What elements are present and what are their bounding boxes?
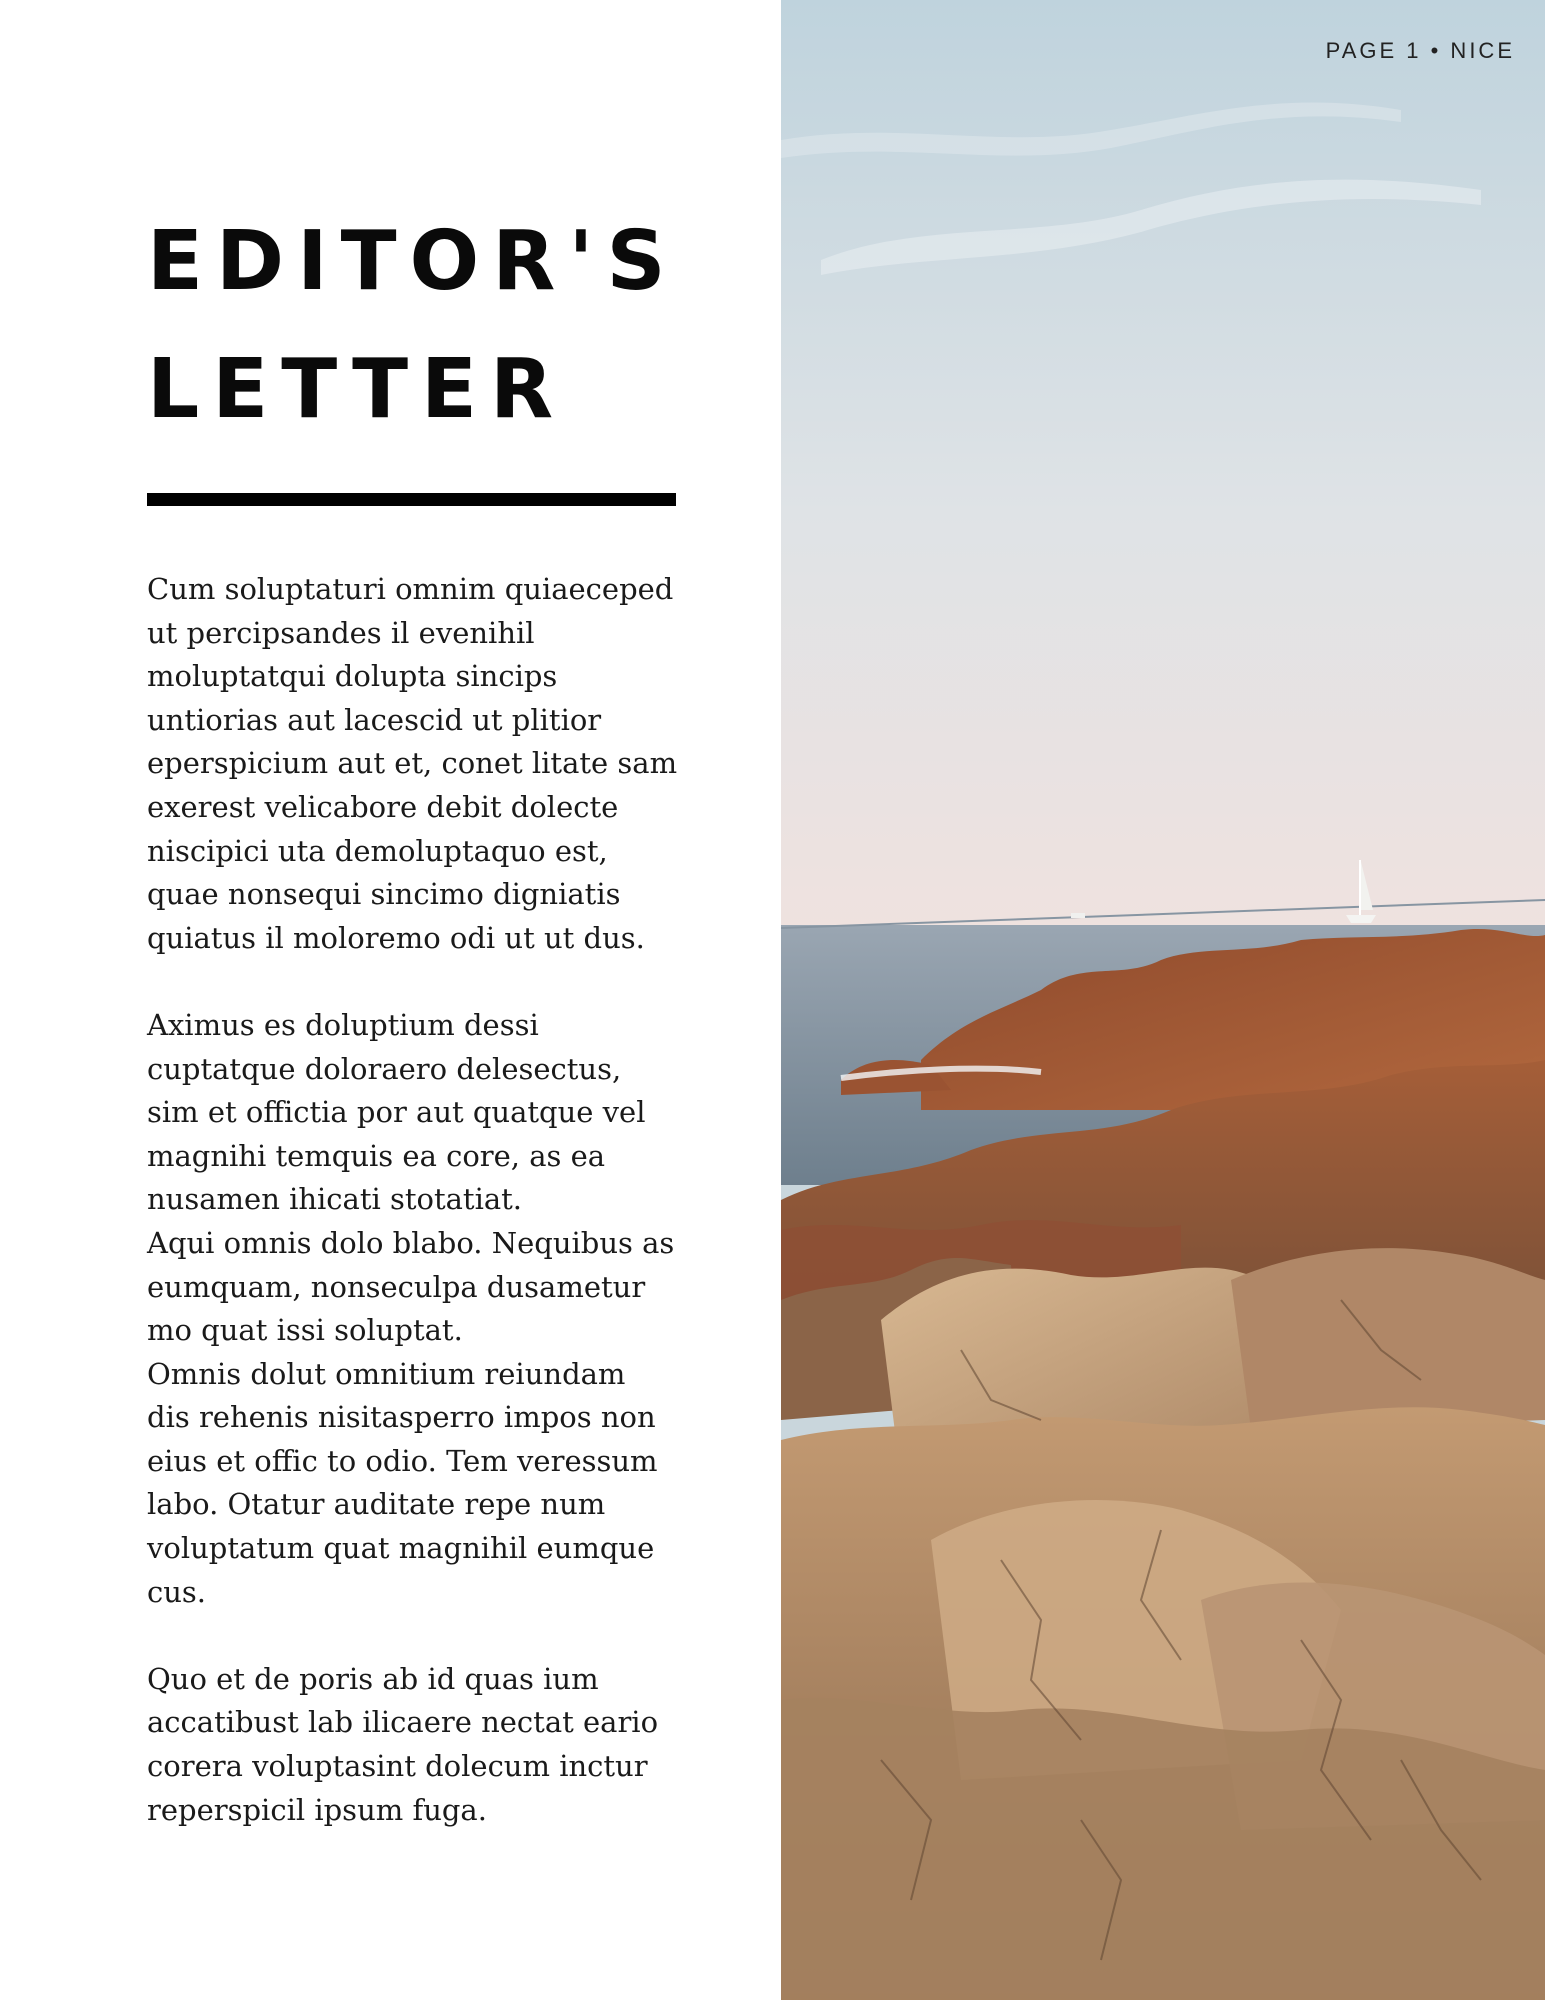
paragraph-3 bbox=[147, 1658, 707, 1832]
text-line: niscipici uta demoluptaquo est, bbox=[147, 833, 608, 868]
distant-boat bbox=[1071, 913, 1085, 918]
text-line: ut percipsandes il evenihil bbox=[147, 615, 535, 650]
text-line: accatibust lab ilicaere nectat eario bbox=[147, 1705, 659, 1740]
text-line: mo quat issi soluptat. bbox=[147, 1313, 463, 1348]
text-line: sim et offictia por aut quatque vel bbox=[147, 1095, 646, 1130]
text-line: reperspicil ipsum fuga. bbox=[147, 1792, 487, 1827]
text-line: nusamen ihicati stotatiat. bbox=[147, 1182, 523, 1217]
text-line: voluptatum quat magnihil eumque bbox=[147, 1531, 655, 1566]
paragraph-1 bbox=[147, 568, 707, 960]
text-line: Omnis dolut omnitium reiundam bbox=[147, 1356, 626, 1391]
text-line: eperspicium aut et, conet litate sam bbox=[147, 746, 678, 781]
text-line: cuptatque doloraero delesectus, bbox=[147, 1051, 622, 1086]
paragraph-gap bbox=[147, 960, 707, 1004]
coastline-photo bbox=[781, 0, 1545, 2000]
rock bbox=[1231, 1248, 1545, 1430]
title-divider bbox=[147, 493, 676, 506]
page-label: PAGE 1 • NICE bbox=[1325, 38, 1515, 63]
title-line: LETTER bbox=[147, 342, 567, 437]
text-line: dis rehenis nisitasperro impos non bbox=[147, 1400, 656, 1435]
title-line: EDITOR'S bbox=[147, 214, 679, 309]
text-line: moluptatqui dolupta sincips bbox=[147, 659, 558, 694]
text-line: untiorias aut lacescid ut plitior bbox=[147, 702, 602, 737]
text-line: Aximus es doluptium dessi bbox=[147, 1007, 539, 1042]
text-line: Cum soluptaturi omnim quiaeceped bbox=[147, 572, 674, 606]
text-line: cus. bbox=[147, 1574, 207, 1609]
text-line: exerest velicabore debit dolecte bbox=[147, 789, 619, 824]
text-line: Aqui omnis dolo blabo. Nequibus as bbox=[147, 1225, 675, 1260]
article-body bbox=[147, 568, 707, 1832]
text-line: Quo et de poris ab id quas ium bbox=[147, 1661, 599, 1696]
paragraph-2 bbox=[147, 1004, 707, 1614]
text-line: quiatus il moloremo odi ut ut dus. bbox=[147, 920, 645, 955]
text-line: magnihi temquis ea core, as ea bbox=[147, 1138, 606, 1173]
page-title bbox=[147, 198, 707, 454]
text-line: corera voluptasint dolecum inctur bbox=[147, 1749, 648, 1784]
rock-lower bbox=[781, 1698, 1545, 2000]
paragraph-gap bbox=[147, 1614, 707, 1658]
text-line: labo. Otatur auditate repe num bbox=[147, 1487, 606, 1522]
text-line: eumquam, nonseculpa dusametur bbox=[147, 1269, 646, 1304]
text-line: eius et offic to odio. Tem veressum bbox=[147, 1443, 658, 1478]
text-line: quae nonsequi sincimo digniatis bbox=[147, 877, 621, 912]
coastline-illustration bbox=[781, 0, 1545, 2000]
